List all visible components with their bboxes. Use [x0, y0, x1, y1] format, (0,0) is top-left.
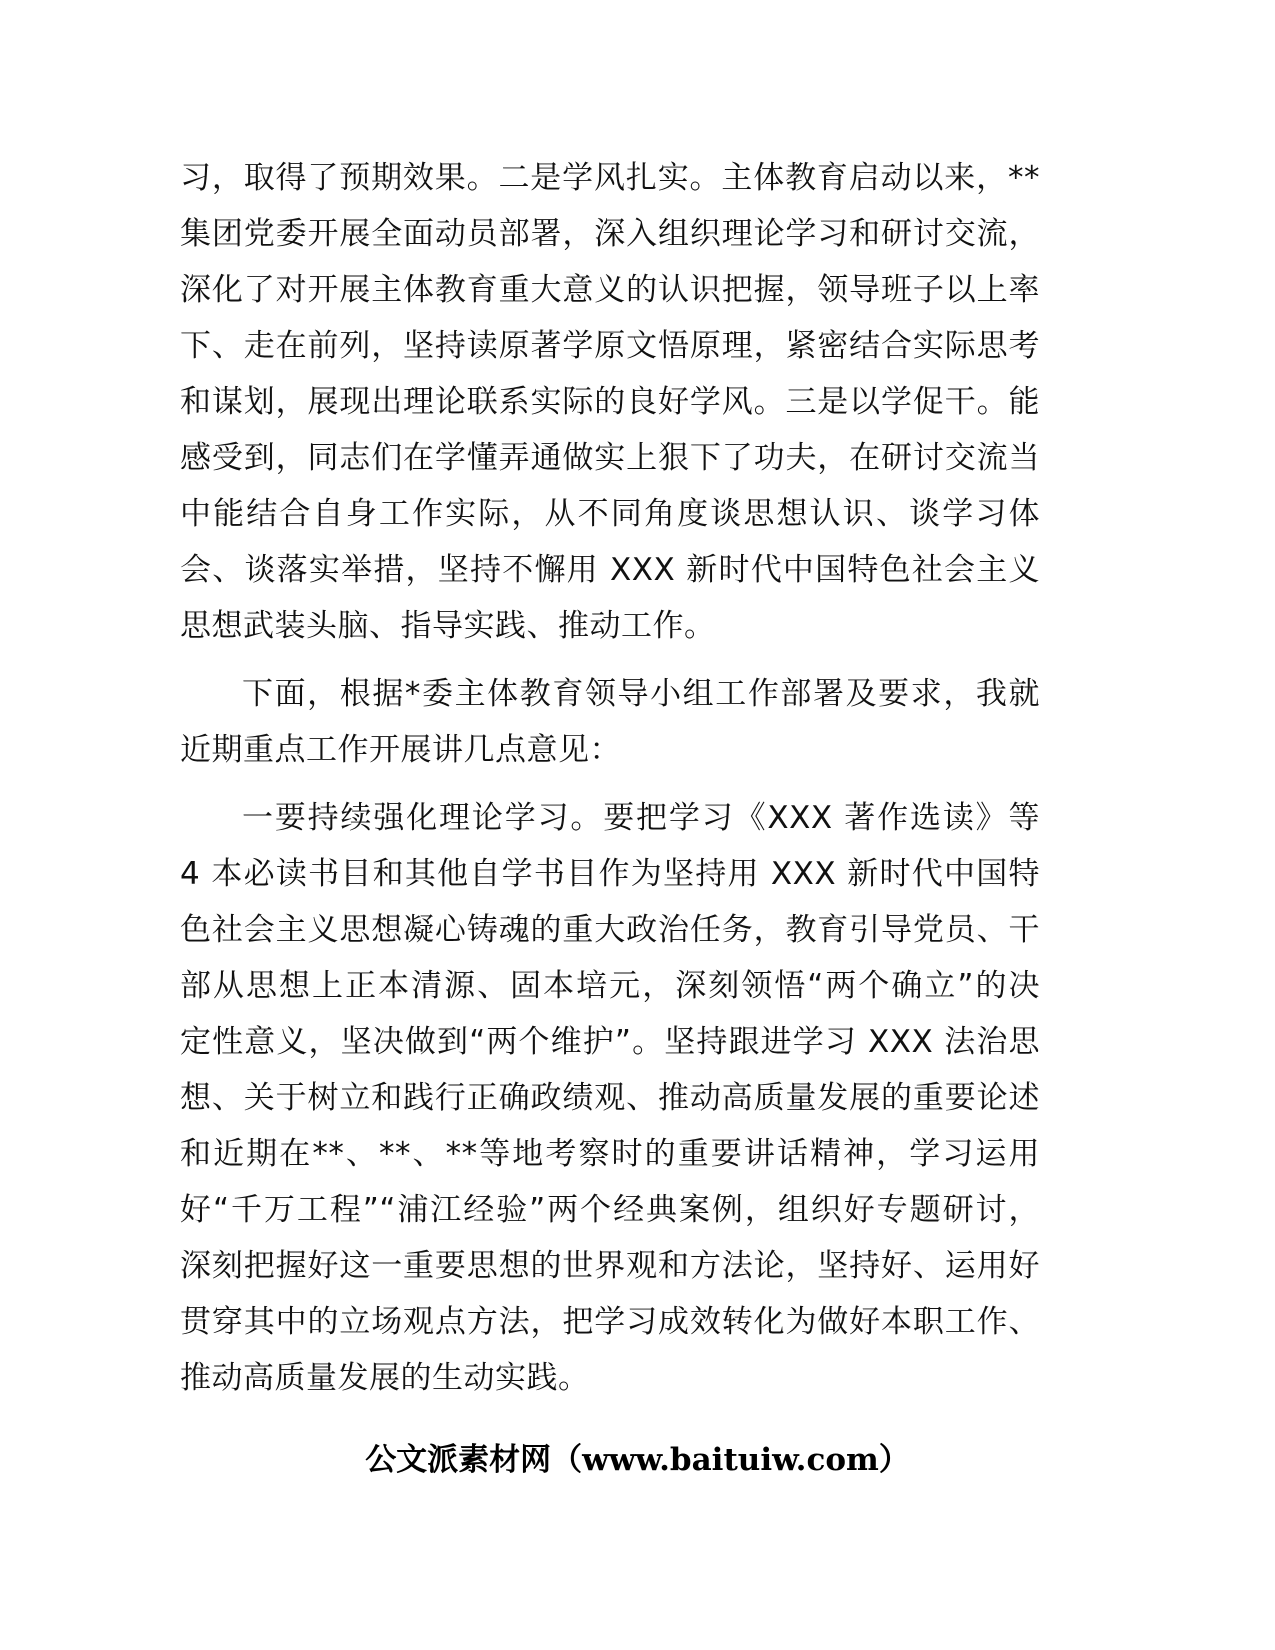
- text-line: 会、谈落实举措，坚持不懈用 XXX 新时代中国特色社会主义: [180, 552, 1040, 588]
- text-line: 集团党委开展全面动员部署，深入组织理论学习和研讨交流，: [180, 216, 1040, 252]
- text-line: 色社会主义思想凝心铸魂的重大政治任务，教育引导党员、干: [180, 912, 1040, 948]
- text-line: 习，取得了预期效果。二是学风扎实。主体教育启动以来，**: [180, 160, 1040, 196]
- text-line: 感受到，同志们在学懂弄通做实上狠下了功夫，在研讨交流当: [180, 440, 1040, 476]
- document-body: [180, 150, 1040, 1406]
- text-line: 部从思想上正本清源、固本培元，深刻领悟“两个确立”的决: [180, 968, 1040, 1004]
- text-line: 思想武装头脑、指导实践、推动工作。: [180, 608, 716, 644]
- text-line: 深刻把握好这一重要思想的世界观和方法论，坚持好、运用好: [180, 1248, 1040, 1284]
- text-line: 和谋划，展现出理论联系实际的良好学风。三是以学促干。能: [180, 384, 1040, 420]
- paragraph: [180, 790, 1040, 1406]
- paragraph: [180, 150, 1040, 654]
- text-line: 和近期在**、**、**等地考察时的重要讲话精神，学习运用: [180, 1136, 1040, 1172]
- text-line: 近期重点工作开展讲几点意见：: [180, 732, 621, 768]
- text-line: 好“千万工程”“浦江经验”两个经典案例，组织好专题研讨，: [180, 1192, 1040, 1228]
- footer-watermark-text: 公文派素材网（www.baituiw.com）: [365, 1442, 910, 1478]
- text-line: 贯穿其中的立场观点方法，把学习成效转化为做好本职工作、: [180, 1304, 1040, 1340]
- text-line: 下面，根据*委主体教育领导小组工作部署及要求，我就: [242, 676, 1040, 712]
- text-line: 想、关于树立和践行正确政绩观、推动高质量发展的重要论述: [180, 1080, 1040, 1116]
- text-line: 4 本必读书目和其他自学书目作为坚持用 XXX 新时代中国特: [180, 856, 1040, 892]
- paragraph: [180, 666, 1040, 778]
- text-line: 一要持续强化理论学习。要把学习《XXX 著作选读》等: [242, 800, 1040, 836]
- text-line: 下、走在前列，坚持读原著学原文悟原理，紧密结合实际思考: [180, 328, 1040, 364]
- text-line: 深化了对开展主体教育重大意义的认识把握，领导班子以上率: [180, 272, 1040, 308]
- text-line: 推动高质量发展的生动实践。: [180, 1360, 590, 1396]
- text-line: 定性意义，坚决做到“两个维护”。坚持跟进学习 XXX 法治思: [180, 1024, 1040, 1060]
- text-line: 中能结合自身工作实际，从不同角度谈思想认识、谈学习体: [180, 496, 1040, 532]
